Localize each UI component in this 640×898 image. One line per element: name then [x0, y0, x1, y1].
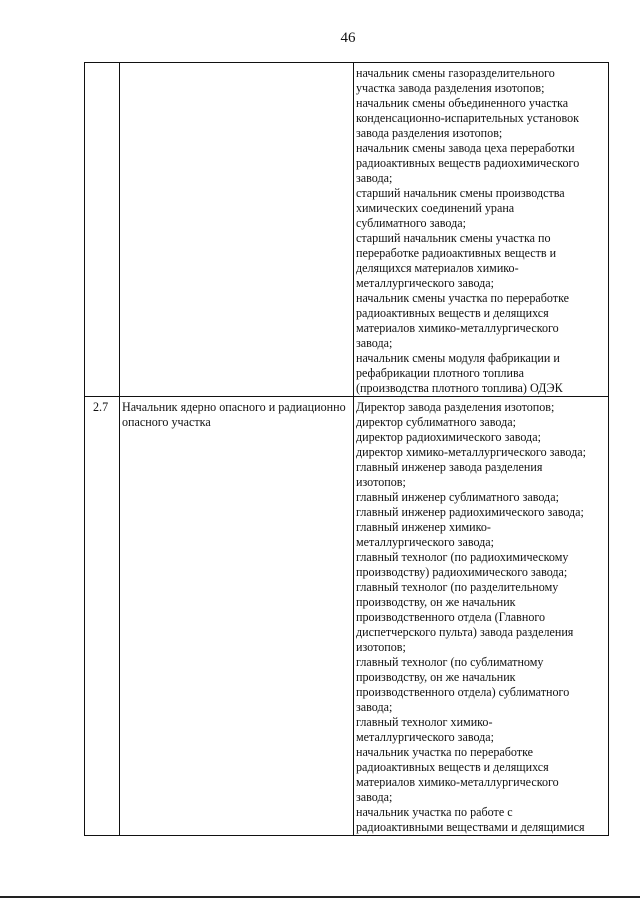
list-item: радиоактивных веществ и делящихся — [356, 306, 549, 320]
position-title: Начальник ядерно опасного и радиационно опасного участка — [120, 397, 354, 836]
row-number — [85, 63, 120, 397]
list-item: начальник участка по переработке — [356, 745, 534, 759]
list-item: сублиматного завода; — [356, 216, 466, 230]
list-item: производству) радиохимического завода; — [356, 565, 568, 579]
list-item: химических соединений урана — [356, 201, 515, 215]
table-row — [85, 63, 609, 397]
list-item: главный технолог (по сублиматному — [356, 655, 544, 669]
position-title — [120, 63, 354, 397]
list-item: радиоактивными веществами и делящимися — [356, 820, 585, 834]
row-number: 2.7 — [85, 397, 120, 836]
list-item: начальник участка по работе с — [356, 805, 513, 819]
list-item: начальник смены газоразделительного — [356, 66, 555, 80]
list-item: радиоактивных веществ радиохимического — [356, 156, 580, 170]
table-body — [85, 63, 609, 836]
list-item: Директор завода разделения изотопов; — [356, 400, 555, 414]
list-item: главный технолог (по радиохимическому — [356, 550, 569, 564]
list-item: начальник смены завода цеха переработки — [356, 141, 575, 155]
list-item: главный инженер химико- — [356, 520, 491, 534]
page-number: 46 — [340, 30, 356, 46]
list-item: производству, он же начальник — [356, 595, 516, 609]
list-item: завода; — [356, 700, 393, 714]
list-item: рефабрикации плотного топлива — [356, 366, 524, 380]
table-row — [85, 397, 609, 836]
responsible-positions-list — [354, 397, 609, 836]
list-item: начальник смены участка по переработке — [356, 291, 570, 305]
list-item: металлургического завода; — [356, 535, 495, 549]
list-item: участка завода разделения изотопов; — [356, 81, 545, 95]
list-item: производственного отдела (Главного — [356, 610, 546, 624]
list-item: завода; — [356, 336, 393, 350]
list-item: завода; — [356, 790, 393, 804]
list-item: начальник смены объединенного участка — [356, 96, 569, 110]
list-item: металлургического завода; — [356, 276, 495, 290]
list-item: диспетчерского пульта) завода разделения — [356, 625, 574, 639]
list-item: радиоактивных веществ и делящихся — [356, 760, 549, 774]
list-item: главный технолог (по разделительному — [356, 580, 559, 594]
responsible-positions-list — [354, 63, 609, 397]
list-item: главный инженер радиохимического завода; — [356, 505, 584, 519]
list-item: завода разделения изотопов; — [356, 126, 503, 140]
list-item: главный инженер завода разделения — [356, 460, 543, 474]
list-item: директор химико-металлургического завода; — [356, 445, 587, 459]
list-item: делящихся материалов химико- — [356, 261, 519, 275]
list-item: директор сублиматного завода; — [356, 415, 516, 429]
list-item: главный инженер сублиматного завода; — [356, 490, 559, 504]
list-item: старший начальник смены производства — [356, 186, 565, 200]
list-item: конденсационно-испарительных установок — [356, 111, 580, 125]
list-item: директор радиохимического завода; — [356, 430, 541, 444]
list-item: завода; — [356, 171, 393, 185]
list-item: материалов химико-металлургического — [356, 321, 559, 335]
list-item: производственного отдела) сублиматного — [356, 685, 570, 699]
list-item: изотопов; — [356, 475, 406, 489]
positions-table — [84, 62, 609, 836]
list-item: (производства плотного топлива) ОДЭК — [356, 381, 563, 395]
list-item: старший начальник смены участка по — [356, 231, 551, 245]
list-item: переработке радиоактивных веществ и — [356, 246, 557, 260]
list-item: начальник смены модуля фабрикации и — [356, 351, 560, 365]
list-item: производству, он же начальник — [356, 670, 516, 684]
list-item: главный технолог химико- — [356, 715, 493, 729]
list-item: изотопов; — [356, 640, 406, 654]
list-item: материалов химико-металлургического — [356, 775, 559, 789]
list-item: металлургического завода; — [356, 730, 495, 744]
